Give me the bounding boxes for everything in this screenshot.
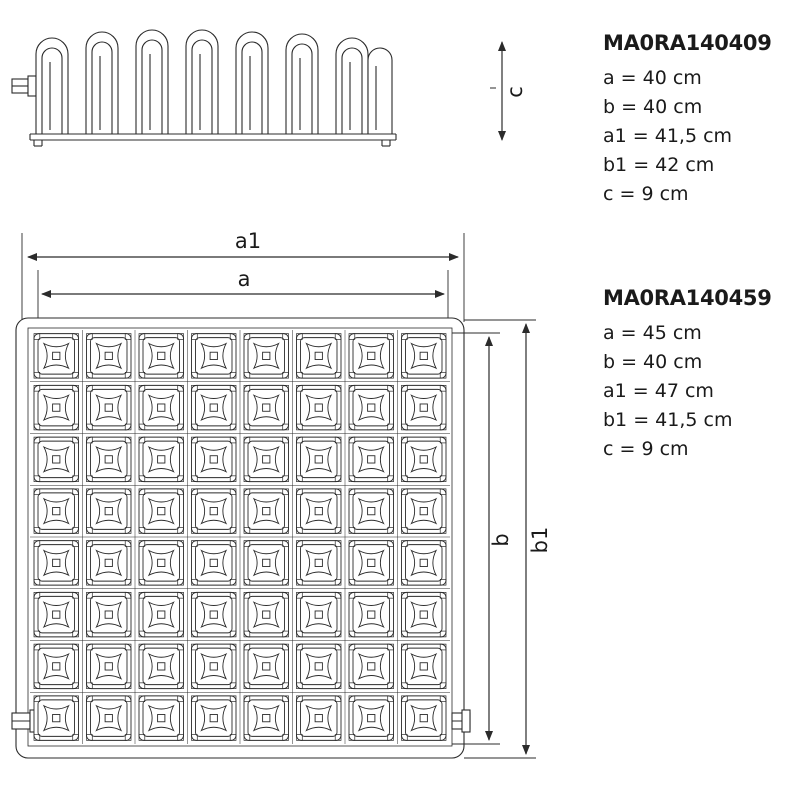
nub-cell: [191, 489, 236, 534]
nub-cell: [191, 334, 236, 379]
nub-grid: [30, 330, 450, 744]
top-view-connector-right: [452, 710, 470, 732]
nub-cell: [86, 644, 131, 689]
nub-cell: [244, 334, 289, 379]
nub-cell: [139, 437, 184, 482]
spec-line-a1: a1 = 41,5 cm: [603, 125, 733, 147]
spec-line-b1: b1 = 42 cm: [603, 154, 715, 176]
nub-cell: [401, 696, 446, 741]
dimension-label-b: b: [489, 533, 513, 547]
side-view-connector: [12, 76, 36, 96]
top-view: [12, 318, 470, 758]
dimension-label-a1: a1: [234, 229, 262, 253]
nub-cell: [244, 644, 289, 689]
spec-line-a: a = 40 cm: [603, 67, 702, 89]
nub-cell: [34, 644, 79, 689]
spec-line-a: a = 45 cm: [603, 322, 702, 344]
product-spec-list-1: [603, 64, 798, 209]
nub-cell: [296, 541, 341, 586]
nub-cell: [139, 385, 184, 430]
nub-cell: [139, 592, 184, 637]
side-view-base: [30, 134, 396, 146]
nub-cell: [139, 334, 184, 379]
nub-cell: [401, 541, 446, 586]
product-name-1: MA0RA140409: [603, 31, 772, 55]
nub-cell: [296, 696, 341, 741]
nub-cell: [191, 696, 236, 741]
side-view-ribs: [36, 30, 392, 134]
nub-cell: [349, 696, 394, 741]
nub-cell: [296, 437, 341, 482]
nub-cell: [244, 437, 289, 482]
nub-cell: [401, 644, 446, 689]
spec-line-b: b = 40 cm: [603, 96, 703, 118]
nub-cell: [349, 437, 394, 482]
nub-cell: [349, 592, 394, 637]
nub-cell: [296, 592, 341, 637]
nub-cell: [34, 489, 79, 534]
nub-cell: [191, 644, 236, 689]
nub-cell: [139, 644, 184, 689]
nub-cell: [191, 592, 236, 637]
dimension-c: [490, 42, 527, 140]
nub-cell: [86, 489, 131, 534]
spec-line-b: b = 40 cm: [603, 351, 703, 373]
nub-cell: [139, 696, 184, 741]
nub-cell: [191, 385, 236, 430]
nub-cell: [296, 385, 341, 430]
nub-cell: [401, 592, 446, 637]
nub-cell: [244, 385, 289, 430]
nub-cell: [349, 489, 394, 534]
nub-cell: [139, 489, 184, 534]
nub-cell: [401, 489, 446, 534]
nub-cell: [349, 541, 394, 586]
product-spec-list-2: [603, 319, 798, 464]
nub-cell: [349, 334, 394, 379]
product-name-2: MA0RA140459: [603, 286, 772, 310]
spec-line-b1: b1 = 41,5 cm: [603, 409, 733, 431]
nub-cell: [401, 385, 446, 430]
nub-cell: [86, 541, 131, 586]
nub-cell: [86, 592, 131, 637]
nub-cell: [34, 385, 79, 430]
nub-cell: [401, 334, 446, 379]
spec-line-c: c = 9 cm: [603, 438, 689, 460]
product-spec-block-2: [603, 285, 798, 464]
product-spec-block-1: [603, 30, 798, 209]
nub-cell: [34, 541, 79, 586]
dimension-label-c: c: [503, 86, 527, 98]
spec-line-a1: a1 = 47 cm: [603, 380, 714, 402]
nub-cell: [296, 644, 341, 689]
nub-cell: [349, 385, 394, 430]
nub-cell: [191, 437, 236, 482]
nub-cell: [86, 437, 131, 482]
dimension-label-a: a: [237, 267, 251, 291]
dimension-label-b1: b1: [528, 526, 552, 554]
spec-line-c: c = 9 cm: [603, 183, 689, 205]
nub-cell: [244, 541, 289, 586]
nub-cell: [34, 696, 79, 741]
nub-cell: [244, 592, 289, 637]
nub-cell: [191, 541, 236, 586]
nub-cell: [296, 489, 341, 534]
nub-cell: [139, 541, 184, 586]
nub-cell: [244, 489, 289, 534]
nub-cell: [86, 334, 131, 379]
nub-cell: [34, 334, 79, 379]
nub-cell: [86, 696, 131, 741]
side-view: [12, 30, 396, 146]
nub-cell: [296, 334, 341, 379]
nub-cell: [34, 592, 79, 637]
nub-cell: [86, 385, 131, 430]
nub-cell: [34, 437, 79, 482]
nub-cell: [401, 437, 446, 482]
nub-cell: [244, 696, 289, 741]
nub-cell: [349, 644, 394, 689]
